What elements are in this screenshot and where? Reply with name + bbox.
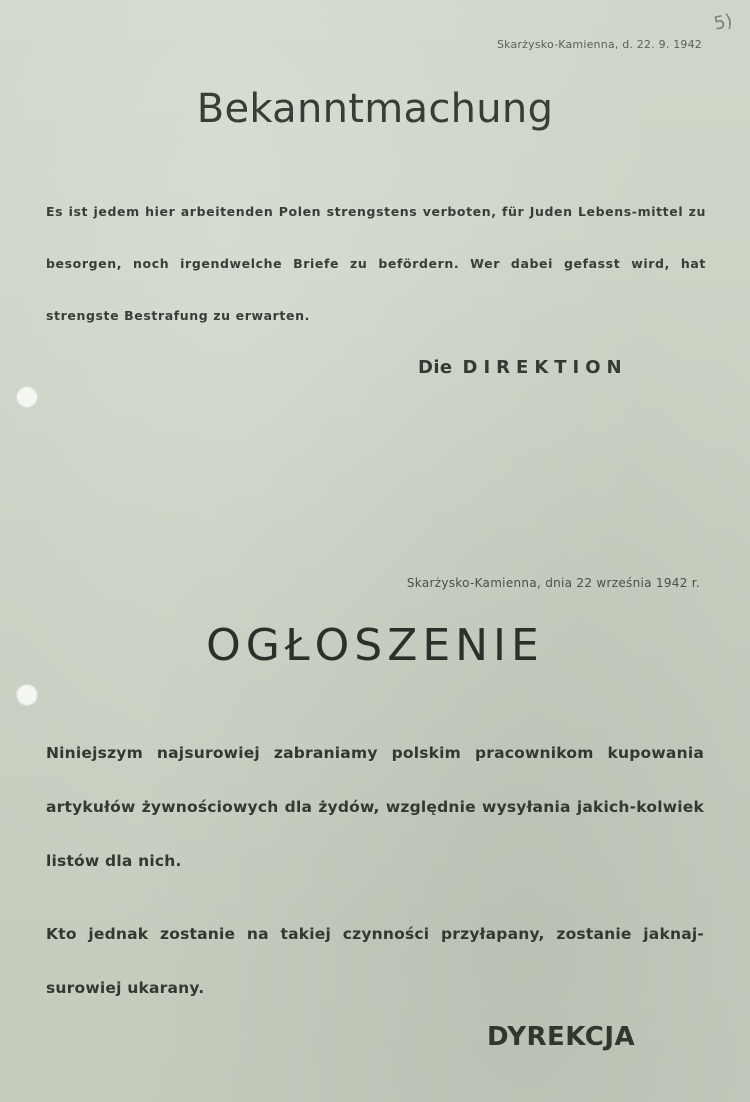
polish-paragraph-1: Niniejszym najsurowiej zabraniamy polskim pracownikom kupowania artykułów żywnościowych dla żydów, względnie wysyłania jakich-kolwiek listów dla nich. [46, 744, 704, 870]
german-title: Bekanntmachung [196, 86, 554, 132]
polish-date: Skarżysko-Kamienna, dnia 22 września 1942 r. [406, 576, 700, 590]
polish-signature: DYREKCJA [487, 1022, 636, 1052]
german-body: Es ist jedem hier arbeitenden Polen strengstens verboten, für Juden Lebens-mittel zu besorgen, noch irgendwelche Briefe zu befördern. Wer dabei gefasst wird, hat strengste Bestrafung zu erwarten. [46, 204, 706, 323]
polish-title: OGŁOSZENIE [206, 620, 544, 671]
german-signature [418, 357, 628, 378]
german-signature-name: DIREKTION [462, 357, 628, 378]
punch-hole-bottom [16, 684, 38, 706]
punch-hole-top [16, 386, 38, 408]
german-date: Skarżysko-Kamienna, d. 22. 9. 1942 [496, 38, 702, 51]
german-signature-prefix: Die [418, 357, 453, 378]
handwritten-mark: 5) [711, 10, 734, 35]
polish-paragraph-2: Kto jednak zostanie na takiej czynności przyłapany, zostanie jaknaj-surowiej ukarany. [46, 925, 704, 997]
